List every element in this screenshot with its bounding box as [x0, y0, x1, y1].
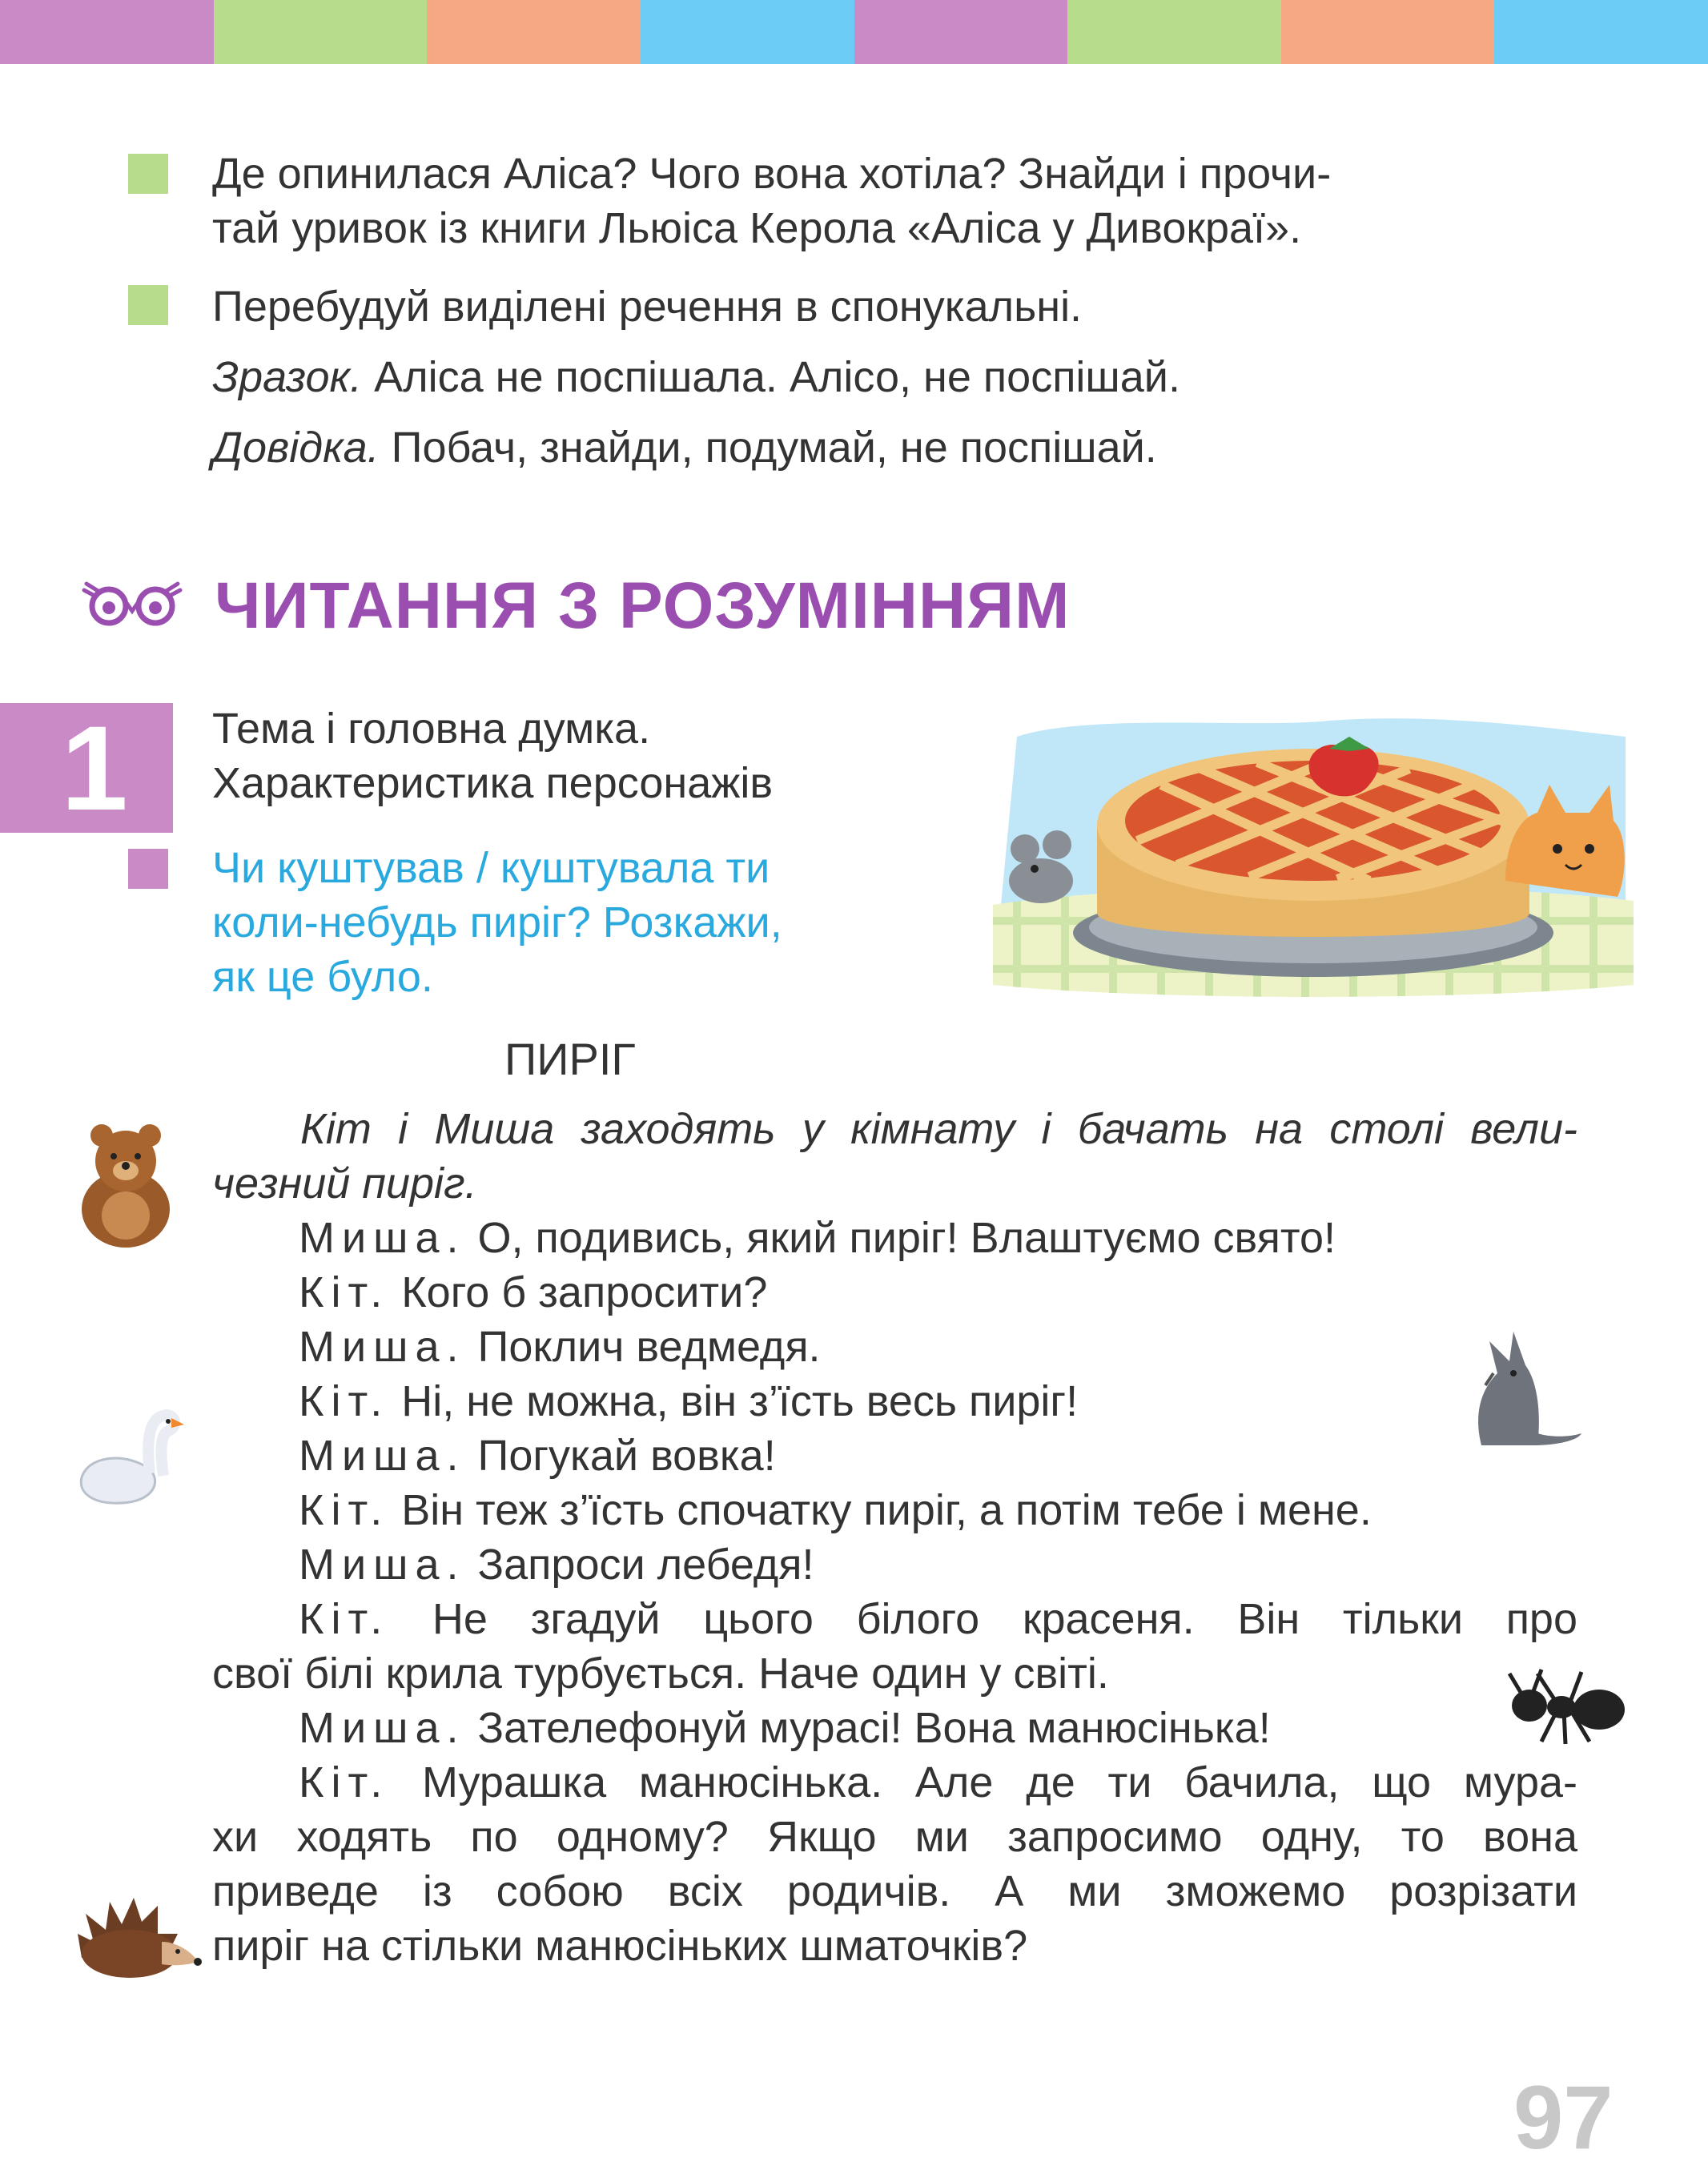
hedgehog-icon: [74, 1886, 202, 1982]
dialogue-line: [212, 1320, 1577, 1374]
story-title: ПИРІГ: [504, 1034, 636, 1084]
dialogue-continuation: свої білі крила турбується. Наче один у світі.: [212, 1650, 1109, 1698]
section-title: ЧИТАННЯ З РОЗУМІННЯМ: [215, 569, 1071, 642]
dialogue-text: Запроси лебедя!: [465, 1541, 814, 1589]
dialogue-text: Поклич ведмедя.: [465, 1323, 821, 1371]
wolf-icon: [1449, 1325, 1585, 1453]
strip-segment: [214, 0, 428, 64]
dialogue-text: Він теж з’їсть спочатку пиріг, а потім тебе і мене.: [389, 1486, 1372, 1534]
reference-line: [212, 420, 1157, 475]
speaker-cat: Кіт.: [299, 1758, 390, 1806]
story-intro-text-1: Кіт і Миша заходять у кімнату і бачать на столі вели-: [300, 1105, 1577, 1153]
dialogue-text: Кого б запросити?: [389, 1268, 768, 1316]
top-color-strip: [0, 0, 1708, 64]
dialogue-line: [212, 1211, 1577, 1265]
sample-label: Зразок.: [212, 353, 363, 401]
page-number: 97: [1513, 2067, 1614, 2168]
question-line-1: Чи куштував / куштувала ти: [212, 844, 770, 892]
speaker-mouse: Миша.: [299, 1432, 466, 1480]
question-bullet: [128, 849, 168, 889]
speaker-mouse: Миша.: [299, 1214, 466, 1262]
task-1-line-2: тай уривок із книги Льюіса Керола «Аліса у Дивокраї».: [212, 204, 1302, 252]
strip-segment: [1281, 0, 1495, 64]
speaker-cat: Кіт.: [299, 1595, 390, 1643]
speaker-mouse: Миша.: [299, 1541, 466, 1589]
lesson-topic-line-2: Характеристика персонажів: [212, 759, 774, 807]
dialogue-text: Погукай вовка!: [465, 1432, 776, 1480]
dialogue-continuation: приведе із собою всіх родичів. А ми зможемо розрізати: [212, 1867, 1577, 1915]
story-intro-line-2: чезний пиріг.: [212, 1159, 477, 1208]
dialogue-line: [212, 1701, 1577, 1755]
bear-icon: [74, 1121, 178, 1249]
dialogue-line: [212, 1483, 1577, 1537]
question-line-3: як це було.: [212, 953, 433, 1001]
owl-eyes-icon: [80, 581, 184, 629]
strip-segment: [0, 0, 214, 64]
task-2-text: Перебудуй виділені речення в спонукальні.: [212, 283, 1083, 331]
sample-line: [212, 350, 1180, 404]
dialogue-line: [212, 1592, 1577, 1646]
story-intro-line-1: [212, 1102, 1577, 1156]
question-line-2: коли-небудь пиріг? Розкажи,: [212, 898, 782, 946]
lesson-topic-line-1: Тема і головна думка.: [212, 705, 651, 753]
dialogue-text: Зателефонуй мурасі! Вона манюсінька!: [465, 1704, 1271, 1752]
dialogue-line: [212, 1374, 1577, 1429]
swan-icon: [74, 1405, 186, 1509]
dialogue-continuation: пиріг на стільки манюсіньких шматочків?: [212, 1922, 1028, 1970]
sample-text: Аліса не поспішала. Алісо, не поспішай.: [362, 353, 1180, 401]
speaker-cat: Кіт.: [299, 1268, 390, 1316]
dialogue-line: [212, 1265, 1577, 1320]
reference-label: Довідка.: [212, 424, 380, 472]
strip-segment: [854, 0, 1068, 64]
dialogue-text: Ні, не можна, він з’їсть весь пиріг!: [389, 1377, 1079, 1425]
dialogue-line: [212, 1537, 1577, 1592]
strip-segment: [427, 0, 641, 64]
strip-segment: [1494, 0, 1708, 64]
speaker-cat: Кіт.: [299, 1486, 390, 1534]
task-1-line-1: Де опинилася Аліса? Чого вона хотіла? Знайди і прочи-: [212, 150, 1332, 198]
strip-segment: [1067, 0, 1281, 64]
dialogue-text: О, подивись, який пиріг! Влаштуємо свято!: [465, 1214, 1336, 1262]
dialogue-text: Не згадуй цього білого красеня. Він тільки про: [389, 1595, 1577, 1643]
pie-illustration: [993, 705, 1634, 1001]
speaker-mouse: Миша.: [299, 1323, 466, 1371]
lesson-number: 1: [0, 703, 173, 833]
dialogue-line: [212, 1429, 1577, 1483]
reference-text: Побач, знайди, подумай, не поспішай.: [379, 424, 1157, 472]
strip-segment: [641, 0, 854, 64]
task-bullet: [128, 154, 168, 194]
dialogue-line: [212, 1755, 1577, 1810]
task-bullet: [128, 285, 168, 325]
ant-icon: [1501, 1666, 1630, 1746]
dialogue-text: Мурашка манюсінька. Але де ти бачила, що мура-: [389, 1758, 1577, 1806]
speaker-mouse: Миша.: [299, 1704, 466, 1752]
speaker-cat: Кіт.: [299, 1377, 390, 1425]
dialogue-continuation: хи ходять по одному? Якщо ми запросимо одну, то вона: [212, 1813, 1577, 1861]
